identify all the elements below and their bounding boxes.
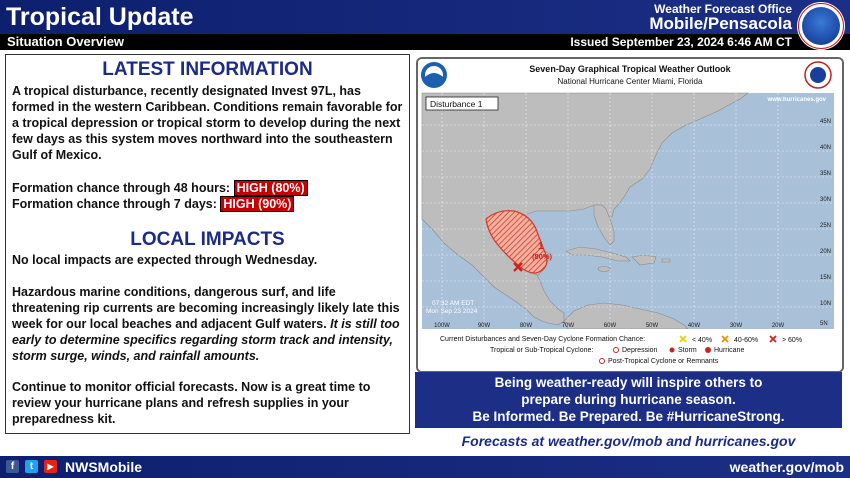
info-panel [5, 54, 410, 434]
latest-heading: LATEST INFORMATION [102, 59, 313, 80]
legend-high: > 60% [782, 337, 803, 344]
promo-box [415, 372, 842, 428]
twitter-icon[interactable]: t [25, 460, 38, 473]
disturbance-number: 1 [538, 241, 544, 252]
lat-label: 5N [820, 321, 828, 327]
nws-logo-center [802, 7, 840, 45]
map-title: Seven-Day Graphical Tropical Weather Outlook [529, 64, 731, 74]
local-impacts-heading: LOCAL IMPACTS [130, 229, 285, 250]
disturbance-label: Disturbance 1 [430, 99, 483, 109]
chance-7d-line [12, 196, 404, 212]
lon-label: 30W [729, 323, 743, 329]
local-impacts-p3: Continue to monitor official forecasts. Now is a great time to review your hurricane plans and refresh supplies in your preparedness kit. [12, 380, 371, 426]
map-url: www.hurricanes.gov [767, 97, 826, 103]
legend-hurricane: Hurricane [714, 347, 745, 354]
promo-line-2: prepare during hurricane season. [521, 392, 736, 407]
lat-label: 20N [820, 249, 832, 255]
lon-label: 60W [603, 323, 617, 329]
legend-depression: Depression [622, 347, 658, 354]
map-land-jamaica [598, 267, 610, 272]
lat-label: 40N [820, 145, 832, 151]
local-impacts-p1: No local impacts are expected through Wednesday. [12, 253, 318, 267]
nws-logo-icon [797, 2, 845, 50]
office-city: Mobile/Pensacola [649, 14, 792, 33]
legend-hurricane-icon [705, 347, 711, 353]
map-subtitle: National Hurricane Center Miami, Florida [557, 77, 703, 86]
office-name: Weather Forecast Office [654, 2, 792, 16]
legend-storm: Storm [678, 347, 697, 354]
map-timestamp-line2: Mon Sep 23 2024 [426, 308, 478, 315]
legend-low: < 40% [692, 337, 713, 344]
forecast-links[interactable]: Forecasts at weather.gov/mob and hurricanes.gov [461, 433, 796, 449]
map-land-puerto-rico [662, 259, 670, 262]
promo-line-1: Being weather-ready will inspire others to [494, 375, 763, 390]
chance-7d-label: Formation chance through 7 days: [12, 197, 217, 211]
lat-label: 10N [820, 301, 832, 307]
legend-title: Current Disturbances and Seven-Day Cyclone Formation Chance: [440, 336, 646, 343]
noaa-logo-icon [421, 62, 447, 88]
local-impacts-p2-text: Hazardous marine conditions, dangerous surf, and life threatening rip currents are becoming increasingly likely late this week for our local beaches and adjacent Gulf waters. [12, 285, 400, 331]
page-subtitle: Situation Overview [7, 34, 125, 49]
legend-post: Post-Tropical Cyclone or Remnants [608, 358, 719, 365]
footer-website[interactable]: weather.gov/mob [729, 459, 844, 475]
lon-label: 50W [645, 323, 659, 329]
page-title: Tropical Update [6, 3, 194, 31]
issued-timestamp: Issued September 23, 2024 6:46 AM CT [570, 35, 792, 49]
legend-mid: 40-60% [734, 337, 759, 344]
lat-label: 25N [820, 223, 832, 229]
chance-48h-line [12, 180, 404, 196]
local-impacts-p2 [12, 284, 404, 364]
map-lon-labels [434, 323, 784, 329]
chance-48h-badge: HIGH (80%) [234, 180, 308, 196]
legend-tc-label: Tropical or Sub-Tropical Cyclone: [490, 347, 594, 354]
legend-storm-icon [670, 348, 675, 353]
outlook-map [418, 59, 842, 371]
promo-line-3: Be Informed. Be Prepared. Be #HurricaneStrong. [472, 409, 785, 424]
chance-48h-label: Formation chance through 48 hours: [12, 181, 231, 195]
lon-label: 80W [519, 323, 533, 329]
lon-label: 100W [434, 323, 450, 329]
local-impacts-p2-italic: It is still too early to determine specifics regarding storm track and intensity, storm surge, winds, and rainfall amounts. [12, 317, 400, 363]
lat-label: 35N [820, 171, 832, 177]
disturbance-pct: (80%) [532, 252, 553, 261]
map-timestamp-line1: 07:32 AM EDT [432, 300, 475, 307]
lon-label: 20W [771, 323, 785, 329]
social-handle[interactable]: NWSMobile [65, 459, 142, 475]
lat-label: 30N [820, 197, 832, 203]
youtube-icon[interactable]: ▶ [44, 460, 57, 473]
lon-label: 40W [687, 323, 701, 329]
lat-label: 15N [820, 275, 832, 281]
lat-label: 45N [820, 119, 832, 125]
disturbance-label-box [426, 97, 498, 110]
chance-7d-badge: HIGH (90%) [220, 196, 294, 212]
lon-label: 90W [477, 323, 491, 329]
lon-label: 70W [561, 323, 575, 329]
latest-paragraph: A tropical disturbance, recently designated Invest 97L, has formed in the western Caribbean. Conditions remain favorable for a tropical depression or tropical storm to develop during the next few days as this system moves northward into the southeastern Gulf of Mexico. [12, 84, 403, 162]
outlook-map-frame[interactable] [416, 57, 844, 373]
nhc-seal-icon [805, 62, 831, 88]
facebook-icon[interactable]: f [6, 460, 19, 473]
